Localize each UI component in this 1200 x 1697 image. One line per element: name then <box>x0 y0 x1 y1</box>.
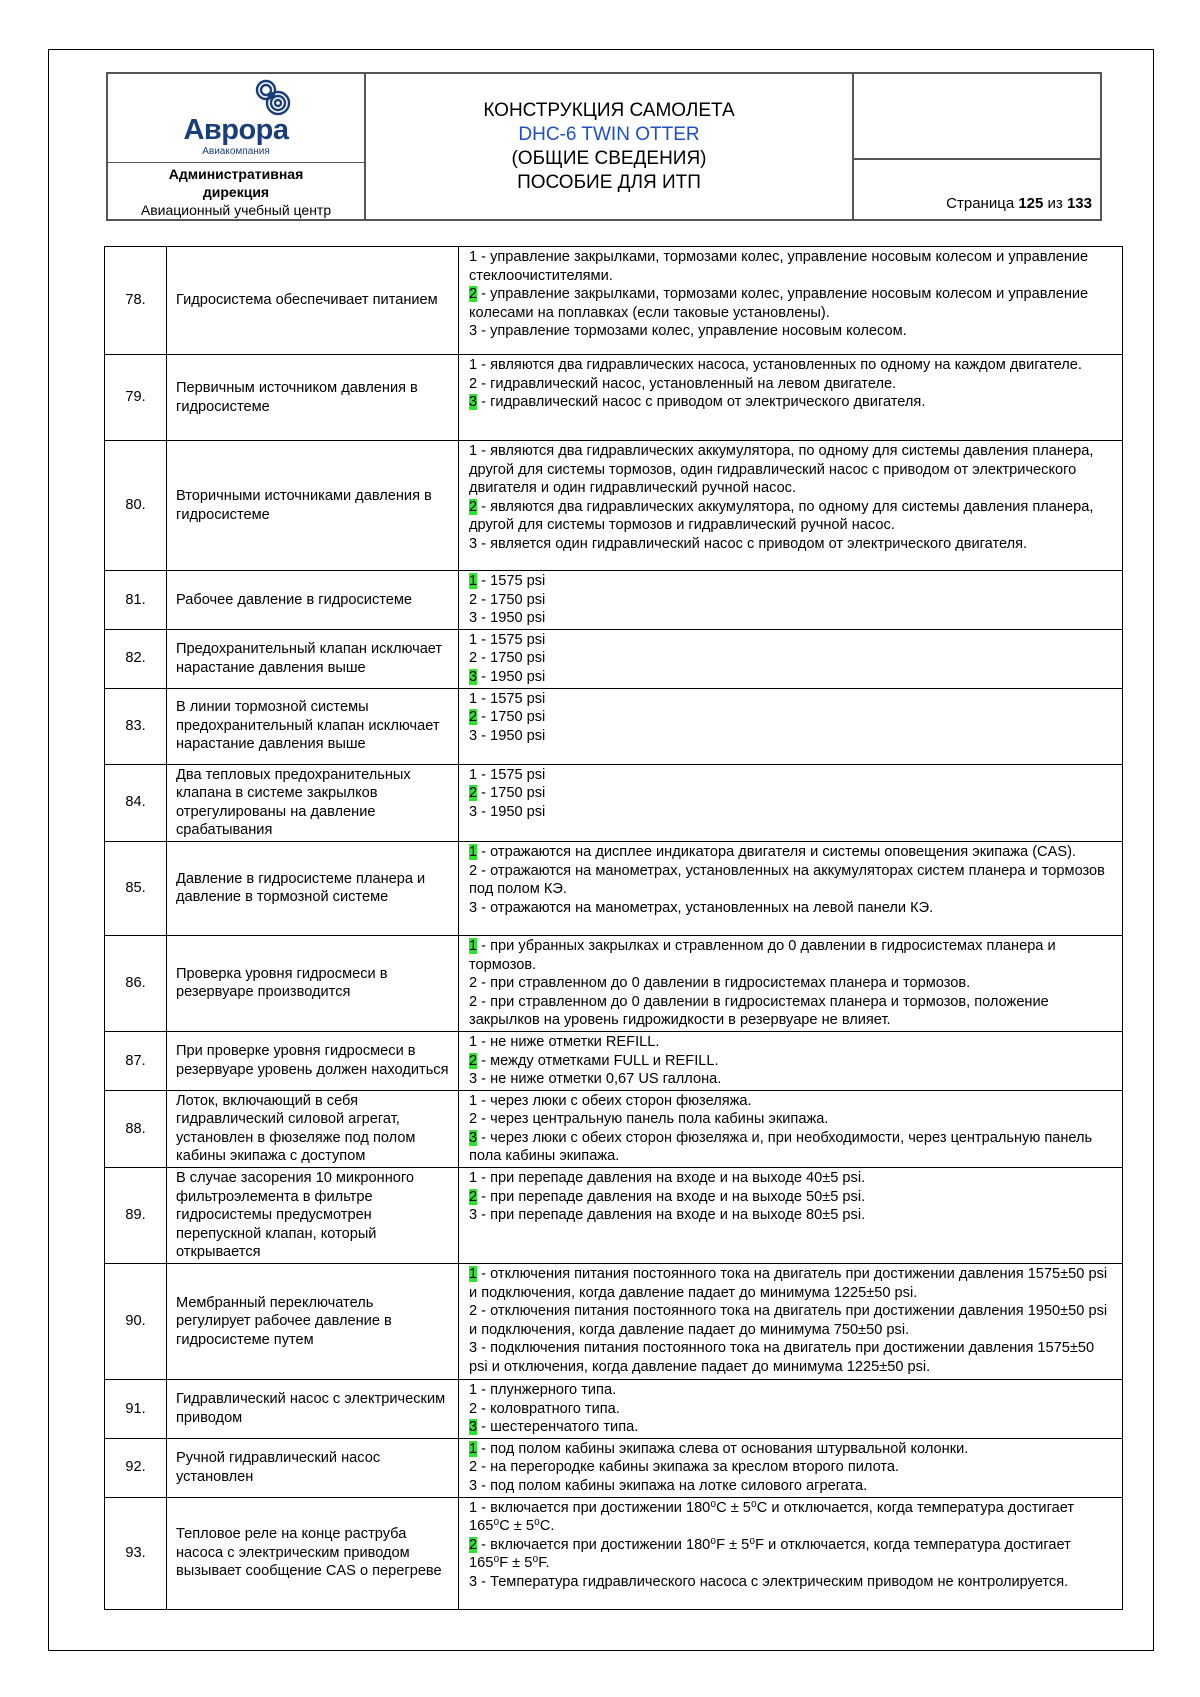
answer-option <box>469 1458 1112 1477</box>
answer-option <box>469 1573 1112 1592</box>
answer-option <box>469 1440 1112 1459</box>
question-text: Вторичными источниками давления в гидросистеме <box>167 441 459 571</box>
correct-answer-marker: 1 <box>469 1266 478 1283</box>
question-text: Гидравлический насос с электрическим приводом <box>167 1380 459 1439</box>
answer-number: 3 <box>469 323 478 340</box>
question-row <box>105 441 1123 571</box>
answer-text: - Температура гидравлического насоса с электрическим приводом не контролируется. <box>477 1573 1069 1590</box>
question-text: Рабочее давление в гидросистеме <box>167 571 459 630</box>
answer-option <box>469 1110 1112 1129</box>
question-row <box>105 1497 1123 1609</box>
answer-option <box>469 285 1112 322</box>
answer-text: - являются два гидравлических аккумулятора, по одному для системы давления планера, другой для системы тормозов и гидравлический ручной насос. <box>469 498 1094 534</box>
answer-text: - плунжерного типа. <box>477 1382 617 1399</box>
answer-number: 3 <box>469 727 478 744</box>
answer-option <box>469 843 1112 862</box>
answer-number: 2 <box>469 1303 478 1320</box>
question-row <box>105 355 1123 441</box>
answer-option <box>469 1092 1112 1111</box>
correct-answer-marker: 1 <box>469 937 478 954</box>
question-text: Два тепловых предохранительных клапана в системе закрылков отрегулированы на давление срабатывания <box>167 764 459 841</box>
answer-text: - управление тормозами колес, управление носовым колесом. <box>477 323 907 340</box>
question-text: При проверке уровня гидросмеси в резервуаре уровень должен находиться <box>167 1031 459 1090</box>
answer-text: - при убранных закрылках и стравленном до 0 давлении в гидросистемах планера и тормозов. <box>469 937 1056 973</box>
answer-option <box>469 1188 1112 1207</box>
title-line3: (ОБЩИЕ СВЕДЕНИЯ) <box>511 147 707 169</box>
answer-text: - под полом кабины экипажа на лотке силового агрегата. <box>477 1478 868 1494</box>
question-number: 90. <box>105 1264 167 1380</box>
answer-number: 1 <box>469 1092 478 1109</box>
answer-text: - отражаются на дисплее индикатора двигателя и системы оповещения экипажа (CAS). <box>477 843 1076 860</box>
dept-line3: Авиационный учебный центр <box>140 202 332 218</box>
answer-option <box>469 535 1112 554</box>
answer-options <box>459 1264 1123 1380</box>
page-number: Страница 125 из 133 <box>946 195 1092 212</box>
question-text: Проверка уровня гидросмеси в резервуаре производится <box>167 935 459 1031</box>
answer-text: - является один гидравлический насос с приводом от электрического двигателя. <box>477 535 1028 552</box>
answer-option <box>469 1400 1112 1419</box>
answer-option <box>469 1477 1112 1496</box>
answer-option <box>469 572 1112 591</box>
answer-number: 1 <box>469 249 478 265</box>
question-number: 80. <box>105 441 167 571</box>
question-row <box>105 1264 1123 1380</box>
answer-text: - при перепаде давления на входе и на выходе 50±5 psi. <box>477 1188 866 1205</box>
answer-options <box>459 1497 1123 1609</box>
answer-text: - отражаются на манометрах, установленных на левой панели КЭ. <box>477 899 934 916</box>
answer-options <box>459 1168 1123 1264</box>
answer-options <box>459 1438 1123 1497</box>
answer-number: 1 <box>469 1170 478 1187</box>
answer-option <box>469 937 1112 974</box>
question-number: 79. <box>105 355 167 441</box>
answer-number: 2 <box>469 591 478 608</box>
question-number: 87. <box>105 1031 167 1090</box>
question-row <box>105 1380 1123 1439</box>
question-number: 85. <box>105 841 167 935</box>
answer-text: - включается при достижении 180⁰F ± 5⁰F и отключается, когда температура достигает 165⁰F ± 5⁰F. <box>469 1536 1071 1572</box>
answer-text: - 1575 psi <box>477 690 546 707</box>
answer-options <box>459 1090 1123 1167</box>
answer-option <box>469 1033 1112 1052</box>
answer-number: 2 <box>469 375 478 392</box>
correct-answer-marker: 2 <box>469 286 478 303</box>
answer-text: - 1750 psi <box>477 785 546 802</box>
question-number: 82. <box>105 629 167 688</box>
answer-text: - отражаются на манометрах, установленных на аккумуляторах систем планера и тормозов под полом КЭ. <box>469 862 1105 898</box>
question-row <box>105 1090 1123 1167</box>
question-number: 93. <box>105 1497 167 1609</box>
answer-option <box>469 591 1112 610</box>
answer-option <box>469 899 1112 918</box>
answer-text: - коловратного типа. <box>477 1400 620 1417</box>
correct-answer-marker: 2 <box>469 1536 478 1553</box>
answer-option <box>469 1265 1112 1302</box>
answer-text: - 1575 psi <box>477 766 546 783</box>
answer-option <box>469 498 1112 535</box>
question-text: Мембранный переключатель регулирует рабочее давление в гидросистеме путем <box>167 1264 459 1380</box>
answer-option <box>469 631 1112 650</box>
correct-answer-marker: 3 <box>469 1419 478 1436</box>
answer-option <box>469 1302 1112 1339</box>
answer-number: 3 <box>469 535 478 552</box>
question-row <box>105 1168 1123 1264</box>
question-text: Гидросистема обеспечивает питанием <box>167 247 459 355</box>
question-row <box>105 571 1123 630</box>
question-text: Давление в гидросистеме планера и давление в тормозной системе <box>167 841 459 935</box>
answer-number: 1 <box>469 1382 478 1399</box>
answer-number: 3 <box>469 1071 478 1088</box>
answer-text: - при стравленном до 0 давлении в гидросистемах планера и тормозов. <box>477 975 971 992</box>
logo-subtitle: Авиакомпания <box>202 146 270 157</box>
answer-number: 1 <box>469 357 478 373</box>
answer-text: - 1575 psi <box>477 573 546 589</box>
answer-text: - являются два гидравлических аккумулятора, по одному для системы давления планера, другой для системы тормозов, один гидравлический насос с приводом от электрического двигателя и один гидравлический ручной насос. <box>469 443 1094 497</box>
answer-text: - не ниже отметки REFILL. <box>477 1033 660 1050</box>
answer-text: - управление закрылками, тормозами колес, управление носовым колесом и управление стеклоочистителями. <box>469 249 1089 284</box>
answer-number: 1 <box>469 443 478 459</box>
answer-text: - 1950 psi <box>477 668 546 685</box>
question-number: 78. <box>105 247 167 355</box>
answer-number: 3 <box>469 1478 478 1494</box>
answer-option <box>469 668 1112 687</box>
question-text: Лоток, включающий в себя гидравлический силовой агрегат, установлен в фюзеляже под полом кабины экипажа с доступом <box>167 1090 459 1167</box>
answer-text: - управление закрылками, тормозами колес, управление носовым колесом и управление колесами на поплавках (если таковые установлены). <box>469 286 1089 321</box>
answer-option <box>469 322 1112 341</box>
answer-option <box>469 862 1112 899</box>
answer-text: - 1950 psi <box>477 610 546 627</box>
answer-text: - подключения питания постоянного тока на двигатель при достижении давления 1575±50 psi и отключения, когда давление падает до минимума 1225±50 psi. <box>469 1340 1095 1375</box>
answer-text: - отключения питания постоянного тока на двигатель при достижении давления 1575±50 psi и подключения, когда давление падает до минимума 1225±50 psi. <box>469 1266 1108 1301</box>
answer-option <box>469 1536 1112 1573</box>
correct-answer-marker: 2 <box>469 709 478 726</box>
answer-number: 2 <box>469 1459 478 1476</box>
correct-answer-marker: 3 <box>469 668 478 685</box>
document-title <box>365 73 853 220</box>
question-number: 89. <box>105 1168 167 1264</box>
aurora-logo-icon <box>253 78 295 118</box>
answer-number: 2 <box>469 650 478 667</box>
question-row <box>105 764 1123 841</box>
answer-number: 1 <box>469 1033 478 1050</box>
answer-text: - 1950 psi <box>477 727 546 744</box>
answer-number: 2 <box>469 1111 478 1128</box>
answer-options <box>459 688 1123 764</box>
correct-answer-marker: 3 <box>469 394 478 411</box>
answer-options <box>459 629 1123 688</box>
answer-text: - 1750 psi <box>477 591 546 608</box>
answer-number: 3 <box>469 1340 478 1357</box>
answer-number: 2 <box>469 862 478 879</box>
title-line4: ПОСОБИЕ ДЛЯ ИТП <box>517 171 701 193</box>
answer-options <box>459 764 1123 841</box>
answer-number: 3 <box>469 899 478 916</box>
answer-number: 3 <box>469 1573 478 1590</box>
answer-option <box>469 375 1112 394</box>
answer-options <box>459 247 1123 355</box>
title-line1: КОНСТРУКЦИЯ САМОЛЕТА <box>483 99 735 121</box>
answer-text: - через люки с обеих сторон фюзеляжа и, при необходимости, через центральную панель пола кабины экипажа. <box>469 1129 1093 1165</box>
answer-option <box>469 690 1112 709</box>
question-row <box>105 247 1123 355</box>
answer-option <box>469 442 1112 498</box>
answer-number: 2 <box>469 975 478 992</box>
answer-option <box>469 803 1112 822</box>
answer-option <box>469 1418 1112 1437</box>
answer-text: - между отметками FULL и REFILL. <box>477 1052 719 1069</box>
answer-number: 3 <box>469 610 478 627</box>
answer-option <box>469 248 1112 285</box>
answer-text: - 1750 psi <box>477 709 546 726</box>
question-row <box>105 841 1123 935</box>
answer-number: 1 <box>469 766 478 783</box>
answer-option <box>469 1206 1112 1225</box>
dept-line1: Административная <box>168 166 304 182</box>
question-row <box>105 935 1123 1031</box>
question-row <box>105 629 1123 688</box>
answer-text: - 1575 psi <box>477 631 546 648</box>
page-info-cell <box>853 73 1101 220</box>
answer-text: - являются два гидравлических насоса, установленных по одному на каждом двигателе. <box>477 357 1082 373</box>
answer-option <box>469 649 1112 668</box>
answer-option <box>469 974 1112 993</box>
answer-option <box>469 1499 1112 1536</box>
answer-number: 2 <box>469 1400 478 1417</box>
answer-option <box>469 1129 1112 1166</box>
question-text: Тепловое реле на конце раструба насоса с электрическим приводом вызывает сообщение CAS о перегреве <box>167 1497 459 1609</box>
question-row <box>105 1438 1123 1497</box>
answer-option <box>469 1052 1112 1071</box>
answer-option <box>469 766 1112 785</box>
answer-text: - шестеренчатого типа. <box>477 1419 639 1436</box>
answer-number: 3 <box>469 803 478 820</box>
question-row <box>105 688 1123 764</box>
question-number: 91. <box>105 1380 167 1439</box>
question-text: Предохранительный клапан исключает нарастание давления выше <box>167 629 459 688</box>
answer-text: - отключения питания постоянного тока на двигатель при достижении давления 1950±50 psi и подключения, когда давление падает до минимума 750±50 psi. <box>469 1303 1108 1338</box>
question-number: 84. <box>105 764 167 841</box>
correct-answer-marker: 2 <box>469 1052 478 1069</box>
answer-options <box>459 935 1123 1031</box>
answer-text: - включается при достижении 180⁰C ± 5⁰C и отключается, когда температура достигает 165⁰C ± 5⁰C. <box>469 1499 1075 1535</box>
answer-option <box>469 1169 1112 1188</box>
answer-option <box>469 727 1112 746</box>
answer-text: - гидравлический насос с приводом от электрического двигателя. <box>477 394 926 411</box>
answer-number: 2 <box>469 993 478 1010</box>
answer-text: - не ниже отметки 0,67 US галлона. <box>477 1071 722 1088</box>
answer-text: - через люки с обеих сторон фюзеляжа. <box>477 1092 752 1109</box>
correct-answer-marker: 1 <box>469 1440 478 1457</box>
answer-option <box>469 708 1112 727</box>
answer-option <box>469 1339 1112 1376</box>
answer-options <box>459 841 1123 935</box>
answer-options <box>459 1031 1123 1090</box>
answer-text: - при стравленном до 0 давлении в гидросистемах планера и тормозов, положение закрылков на уровень гидрожидкости в резервуаре не влияет. <box>469 993 1049 1029</box>
answer-option <box>469 609 1112 628</box>
question-number: 92. <box>105 1438 167 1497</box>
answer-option <box>469 1070 1112 1089</box>
answer-options <box>459 1380 1123 1439</box>
correct-answer-marker: 2 <box>469 785 478 802</box>
question-number: 88. <box>105 1090 167 1167</box>
questions-table <box>104 246 1123 1610</box>
question-number: 81. <box>105 571 167 630</box>
question-text: В линии тормозной системы предохранительный клапан исключает нарастание давления выше <box>167 688 459 764</box>
answer-option <box>469 1381 1112 1400</box>
logo-cell <box>107 73 365 220</box>
answer-text: - на перегородке кабины экипажа за креслом второго пилота. <box>477 1459 900 1476</box>
document-header <box>106 72 1102 221</box>
answer-text: - при перепаде давления на входе и на выходе 40±5 psi. <box>477 1170 866 1187</box>
correct-answer-marker: 1 <box>469 573 478 589</box>
answer-text: - при перепаде давления на входе и на выходе 80±5 psi. <box>477 1207 866 1224</box>
answer-options <box>459 441 1123 571</box>
logo-text: Аврора <box>183 114 289 146</box>
answer-number: 1 <box>469 1499 478 1516</box>
question-row <box>105 1031 1123 1090</box>
question-text: В случае засорения 10 микронного фильтроэлемента в фильтре гидросистемы предусмотрен перепускной клапан, который открывается <box>167 1168 459 1264</box>
answer-text: - 1950 psi <box>477 803 546 820</box>
correct-answer-marker: 2 <box>469 1188 478 1205</box>
answer-text: - 1750 psi <box>477 650 546 667</box>
question-text: Первичным источником давления в гидросистеме <box>167 355 459 441</box>
answer-number: 3 <box>469 1207 478 1224</box>
answer-text: - через центральную панель пола кабины экипажа. <box>477 1111 829 1128</box>
answer-number: 1 <box>469 690 478 707</box>
correct-answer-marker: 2 <box>469 498 478 515</box>
answer-option <box>469 784 1112 803</box>
title-line2: DHC-6 TWIN OTTER <box>518 123 700 145</box>
answer-text: - гидравлический насос, установленный на левом двигателе. <box>477 375 897 392</box>
correct-answer-marker: 1 <box>469 843 478 860</box>
dept-line2: дирекция <box>202 184 270 200</box>
answer-text: - под полом кабины экипажа слева от основания штурвальной колонки. <box>477 1440 969 1457</box>
question-number: 83. <box>105 688 167 764</box>
question-text: Ручной гидравлический насос установлен <box>167 1438 459 1497</box>
answer-options <box>459 571 1123 630</box>
answer-number: 1 <box>469 631 478 648</box>
blank-box <box>854 74 1100 160</box>
answer-option <box>469 993 1112 1030</box>
question-number: 86. <box>105 935 167 1031</box>
answer-option <box>469 356 1112 375</box>
answer-options <box>459 355 1123 441</box>
department-block <box>108 162 364 219</box>
answer-option <box>469 393 1112 412</box>
correct-answer-marker: 3 <box>469 1129 478 1146</box>
